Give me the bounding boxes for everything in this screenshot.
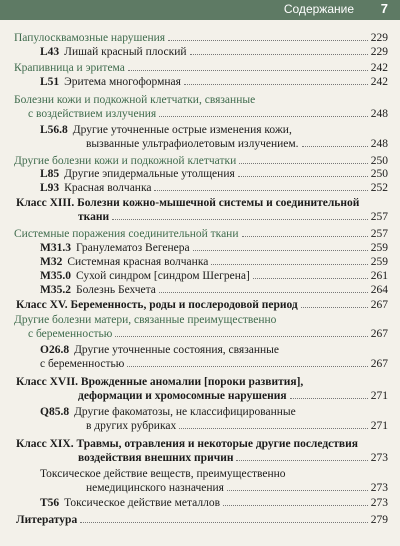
toc-entry <box>40 468 286 481</box>
toc-entry <box>28 328 388 341</box>
dot-leader <box>236 460 367 461</box>
toc-entry <box>40 182 388 195</box>
toc-entry <box>40 242 388 255</box>
toc-entry-text <box>40 406 296 419</box>
toc-entry <box>86 482 388 495</box>
toc-entry-title: Системные поражения соединительной ткани <box>14 228 239 240</box>
toc-entry-text <box>28 108 156 121</box>
toc-entry-text <box>78 211 109 224</box>
toc-entry <box>86 420 388 433</box>
toc-page-number: 259 <box>370 256 388 268</box>
dot-leader <box>242 236 368 237</box>
toc-entry <box>16 197 359 210</box>
toc-entry-title: Класс XIX. Травмы, отравления и некоторые другие последствия <box>16 438 358 450</box>
dot-leader <box>211 264 367 265</box>
toc-entry-text <box>40 256 208 269</box>
toc-entry-code: M31.3 <box>40 242 71 254</box>
toc-entry-text <box>40 344 279 357</box>
dot-leader <box>190 54 368 55</box>
toc-entry <box>40 497 388 510</box>
toc-entry-text <box>40 497 220 510</box>
toc-entry-text <box>16 438 358 451</box>
toc-entry-title: Болезнь Бехчета <box>75 284 156 296</box>
dot-leader <box>159 292 368 293</box>
dot-leader <box>302 146 368 147</box>
toc-entry-text <box>86 482 224 495</box>
toc-entry-title: Другие эпидермальные утолщения <box>64 168 235 180</box>
dot-leader <box>238 176 368 177</box>
toc-page-number: 261 <box>370 270 388 282</box>
toc-page-number: 250 <box>370 155 388 167</box>
toc-entry <box>78 452 388 465</box>
dot-leader <box>168 40 368 41</box>
dot-leader <box>239 163 367 164</box>
dot-leader <box>128 70 368 71</box>
toc-entry <box>14 228 388 241</box>
toc-entry-text <box>40 46 187 59</box>
toc-entry-text <box>40 182 151 195</box>
toc-entry-title: деформации и хромосомные нарушения <box>78 390 287 402</box>
toc-page-number: 250 <box>370 168 388 180</box>
toc-page-number: 271 <box>370 390 388 402</box>
toc-entry-title: с беременностью <box>40 358 125 370</box>
toc-page-number: 273 <box>370 452 388 464</box>
toc-entry-text <box>86 138 299 151</box>
toc-entry-text <box>78 452 233 465</box>
dot-leader <box>193 250 368 251</box>
toc-entry-text <box>16 299 298 312</box>
toc-entry <box>40 256 388 269</box>
toc-entry <box>40 46 388 59</box>
toc-entry <box>14 94 255 107</box>
toc-entry-code: L56.8 <box>40 124 68 136</box>
header-page-number: 7 <box>380 1 388 16</box>
toc-entry-text <box>16 197 359 210</box>
toc-entry-text <box>14 155 236 168</box>
toc-entry-title: Класс XIII. Болезни кожно-мышечной системы и соединительной <box>16 197 360 209</box>
toc-entry-title: немедицинского назначения <box>86 482 224 494</box>
toc-entry <box>14 62 388 75</box>
toc-page-number: 264 <box>370 284 388 296</box>
toc-entry-text <box>40 270 250 283</box>
toc-entry <box>40 270 388 283</box>
dot-leader <box>159 116 368 117</box>
toc-entry-title: Другие болезни кожи и подкожной клетчатки <box>14 155 237 167</box>
toc-entry-title: Другие болезни матери, связанные преимущественно <box>14 314 277 326</box>
toc-entry-title: вызванные ультрафиолетовым излучением. <box>86 138 299 150</box>
toc-entry <box>14 155 388 168</box>
dot-leader <box>154 190 367 191</box>
toc-entry <box>40 76 388 89</box>
toc-entry-title: с беременностью <box>28 328 113 340</box>
toc-page-number: 252 <box>370 182 388 194</box>
toc-entry-title: Системная красная волчанка <box>67 256 209 268</box>
dot-leader <box>253 278 368 279</box>
toc-entry-text <box>40 124 292 137</box>
toc-entry-text <box>16 514 77 527</box>
dot-leader <box>115 336 367 337</box>
toc-page-number: 271 <box>370 420 388 432</box>
toc-entry-title: Сухой синдром [синдром Шегрена] <box>75 270 250 282</box>
toc-entry-title: Болезни кожи и подкожной клетчатки, связанные <box>14 94 256 106</box>
toc-entry-text <box>40 468 286 481</box>
toc-entry-title: Другие уточненные острые изменения кожи, <box>72 124 292 136</box>
toc-entry-text <box>86 420 176 433</box>
toc-entry-title: ткани <box>78 211 110 223</box>
toc-entry <box>40 168 388 181</box>
toc-entry-text <box>14 32 165 45</box>
dot-leader <box>80 522 368 523</box>
toc-entry-title: Класс XV. Беременность, роды и послеродовой период <box>16 299 298 311</box>
toc-entry-title: Эритема многоформная <box>64 76 181 88</box>
toc-entry-code: L93 <box>40 182 60 194</box>
toc-entry-title: Токсическое действие металлов <box>64 497 221 509</box>
toc-entry-text <box>78 390 287 403</box>
toc-page-number: 259 <box>370 242 388 254</box>
toc-entry-text <box>14 62 125 75</box>
toc-entry-title: Лишай красный плоский <box>64 46 187 58</box>
toc-entry-title: воздействия внешних причин <box>78 452 234 464</box>
toc-entry-title: Гранулематоз Вегенера <box>75 242 190 254</box>
toc-entry-title: Класс XVII. Врожденные аномалии [пороки развития], <box>16 376 304 388</box>
toc-entry-title: Папулосквамозные нарушения <box>14 32 166 44</box>
toc-entry-title: Красная волчанка <box>64 182 152 194</box>
toc-entry-code: O26.8 <box>40 344 70 356</box>
toc-entry-title: с воздействием излучения <box>28 108 157 120</box>
toc-entry <box>78 211 388 224</box>
toc-page-number: 279 <box>370 514 388 526</box>
toc-entry-title: в других рубриках <box>86 420 177 432</box>
toc-page-number: 242 <box>370 76 388 88</box>
toc-entry-text <box>14 94 255 107</box>
toc-page-number: 267 <box>370 328 388 340</box>
toc-entry <box>40 124 292 137</box>
toc-entry-code: L43 <box>40 46 60 58</box>
toc-entry <box>14 314 276 327</box>
toc-page-number: 242 <box>370 62 388 74</box>
toc-entry-text <box>40 284 156 297</box>
dot-leader <box>223 505 368 506</box>
dot-leader <box>179 428 368 429</box>
toc-entry <box>40 406 296 419</box>
header-title: Содержание <box>283 2 354 16</box>
toc-entry-text <box>40 168 235 181</box>
toc-entry-title: Другие факоматозы, не классифицированные <box>74 406 296 418</box>
toc-page-number: 257 <box>370 211 388 223</box>
toc-page-number: 267 <box>370 358 388 370</box>
toc-page-number: 229 <box>370 46 388 58</box>
toc-entry-code: M32 <box>40 256 63 268</box>
dot-leader <box>127 366 367 367</box>
toc-page-number: 273 <box>370 482 388 494</box>
toc-entry-title: Другие уточненные состояния, связанные <box>74 344 280 356</box>
toc-entry <box>40 344 279 357</box>
toc-entry-code: L85 <box>40 168 60 180</box>
toc-entry-code: T56 <box>40 497 60 509</box>
dot-leader <box>112 219 368 220</box>
toc-entry-title: Литература <box>16 514 78 526</box>
toc-entry <box>28 108 388 121</box>
toc-entry-text <box>40 242 190 255</box>
toc-entry-code: M35.0 <box>40 270 71 282</box>
toc-page-number: 248 <box>370 108 388 120</box>
toc-entry-code: Q85.8 <box>40 406 70 418</box>
toc-entry <box>16 438 358 451</box>
toc-entry-title: Крапивница и эритема <box>14 62 125 74</box>
toc-entry-title: Токсическое действие веществ, преимущественно <box>40 468 286 480</box>
toc-entry <box>16 514 388 527</box>
toc-entry-text <box>40 358 124 371</box>
toc-entry-code: L51 <box>40 76 60 88</box>
toc-entry-text <box>14 314 276 327</box>
toc-entry <box>14 32 388 45</box>
toc-entry-text <box>14 228 239 241</box>
toc-entry-code: M35.2 <box>40 284 71 296</box>
toc-entry-text <box>40 76 181 89</box>
toc-entry <box>86 138 388 151</box>
toc-entry <box>16 299 388 312</box>
toc-entry <box>40 358 388 371</box>
toc-entry-text <box>28 328 112 341</box>
toc-page-number: 229 <box>370 32 388 44</box>
toc-entry <box>78 390 388 403</box>
toc-page-number: 267 <box>370 299 388 311</box>
toc-entry <box>40 284 388 297</box>
toc-entry <box>16 376 303 389</box>
toc-page-number: 273 <box>370 497 388 509</box>
toc-page-number: 257 <box>370 228 388 240</box>
toc-entry-text <box>16 376 303 389</box>
dot-leader <box>301 307 368 308</box>
dot-leader <box>290 398 368 399</box>
toc-page-number: 248 <box>370 138 388 150</box>
dot-leader <box>227 490 368 491</box>
dot-leader <box>184 84 368 85</box>
